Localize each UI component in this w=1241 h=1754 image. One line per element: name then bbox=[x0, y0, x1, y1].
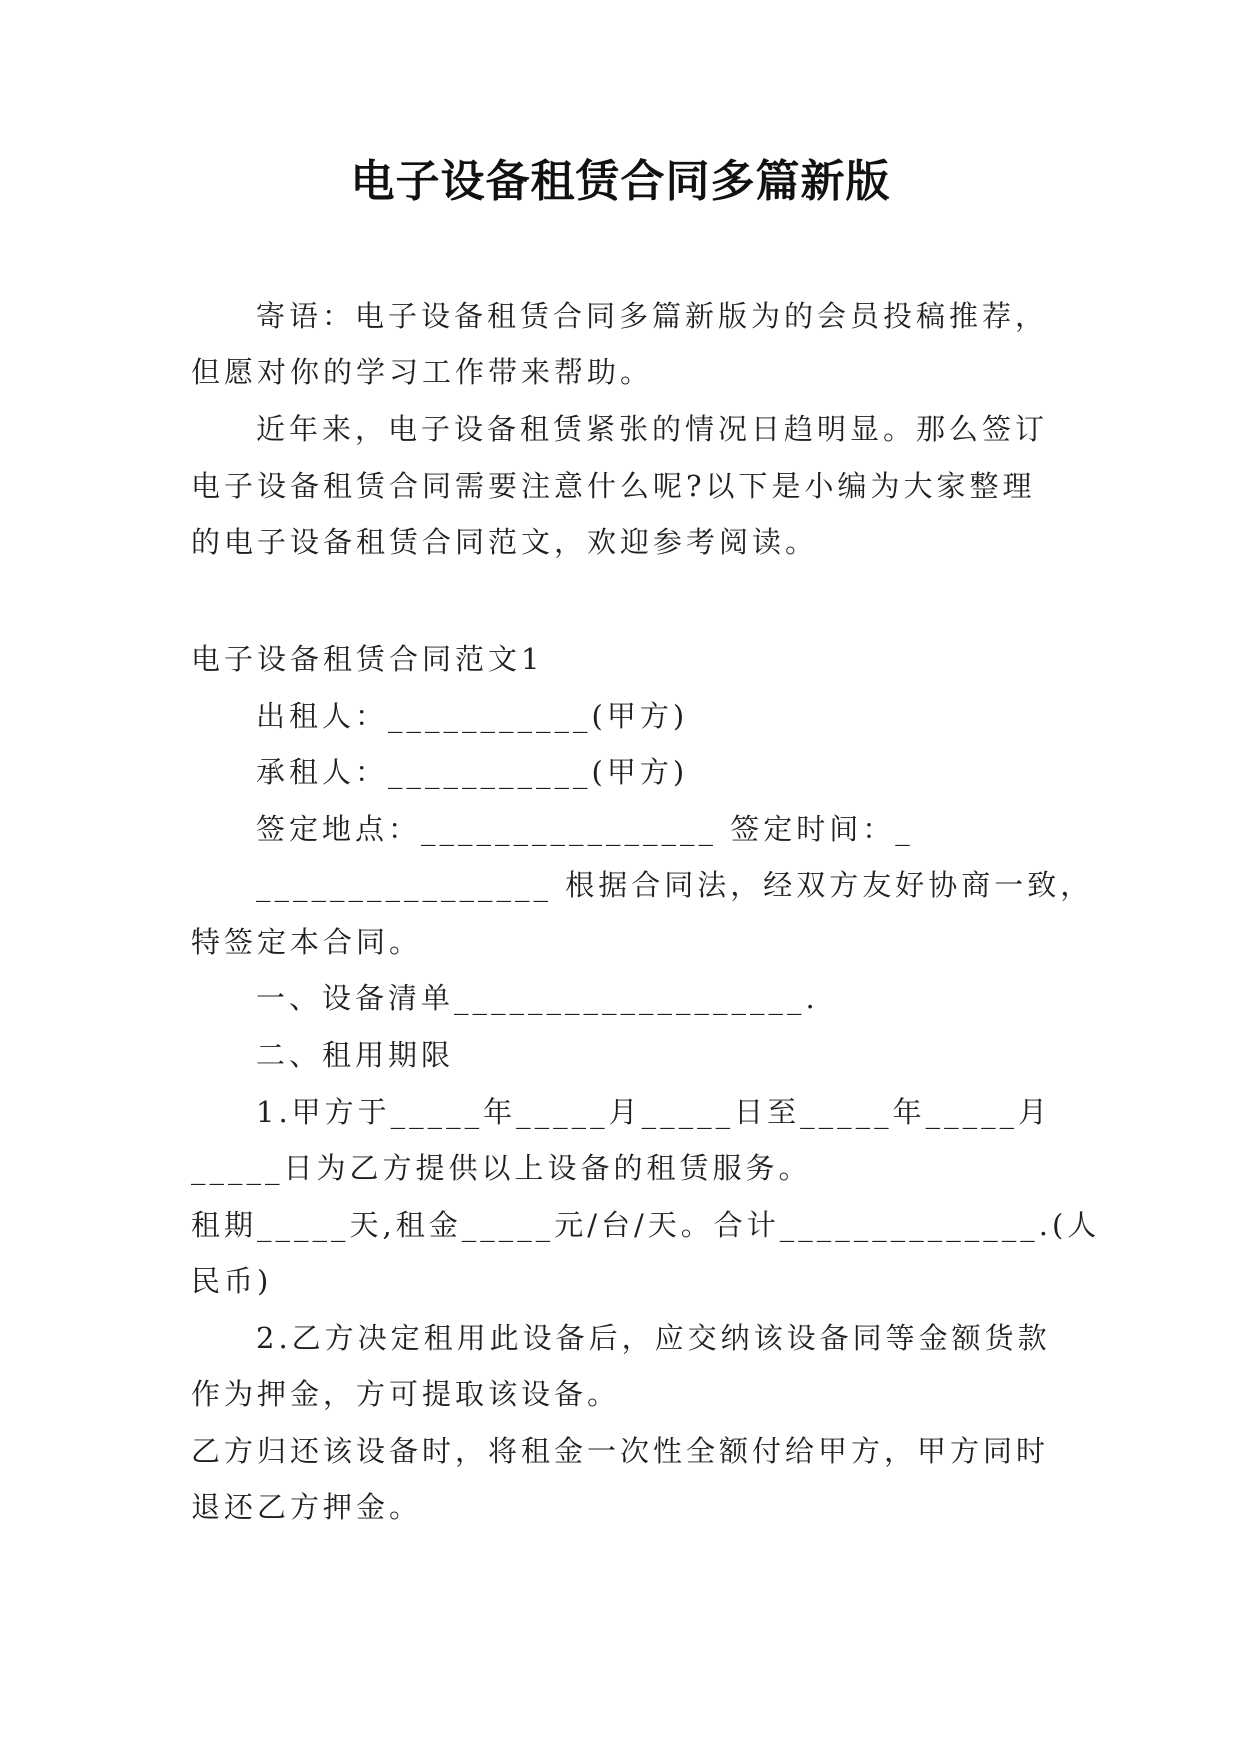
intro-line-4: 电子设备租赁合同需要注意什么呢?以下是小编为大家整理 bbox=[191, 469, 1036, 503]
contract-law-line-cont: 特签定本合同。 bbox=[191, 925, 423, 959]
section-heading: 电子设备租赁合同范文1 bbox=[191, 642, 544, 676]
term-clause-1: 1.甲方于_____年_____月_____日至_____年_____月 bbox=[256, 1095, 1052, 1129]
intro-line-2: 但愿对你的学习工作带来帮助。 bbox=[191, 355, 654, 389]
signing-place-line: 签定地点：________________ 签定时间：_ bbox=[256, 812, 914, 846]
rent-line: 租期_____天,租金_____元/台/天。合计______________.(人 bbox=[191, 1208, 1101, 1242]
return-line-cont: 退还乙方押金。 bbox=[191, 1490, 423, 1524]
intro-line-5: 的电子设备租赁合同范文，欢迎参考阅读。 bbox=[191, 525, 819, 559]
document-title: 电子设备租赁合同多篇新版 bbox=[350, 156, 891, 207]
rent-line-cont: 民币) bbox=[191, 1264, 273, 1298]
deposit-clause-2-cont: 作为押金，方可提取该设备。 bbox=[191, 1377, 621, 1411]
return-line: 乙方归还该设备时，将租金一次性全额付给甲方，甲方同时 bbox=[191, 1434, 1050, 1468]
intro-line-3: 近年来，电子设备租赁紧张的情况日趋明显。那么签订 bbox=[256, 412, 1049, 446]
intro-line-1: 寄语：电子设备租赁合同多篇新版为的会员投稿推荐， bbox=[256, 299, 1049, 333]
lessor-line: 出租人：___________(甲方) bbox=[256, 699, 689, 733]
lease-term-heading: 二、租用期限 bbox=[256, 1038, 455, 1072]
contract-law-line: ________________ 根据合同法，经双方友好协商一致， bbox=[256, 868, 1094, 902]
equipment-list-line: 一、设备清单___________________. bbox=[256, 981, 819, 1015]
lessee-line: 承租人：___________(甲方) bbox=[256, 755, 689, 789]
deposit-clause-2: 2.乙方决定租用此设备后，应交纳该设备同等金额货款 bbox=[256, 1321, 1051, 1355]
term-clause-1-cont: _____日为乙方提供以上设备的租赁服务。 bbox=[191, 1151, 812, 1185]
